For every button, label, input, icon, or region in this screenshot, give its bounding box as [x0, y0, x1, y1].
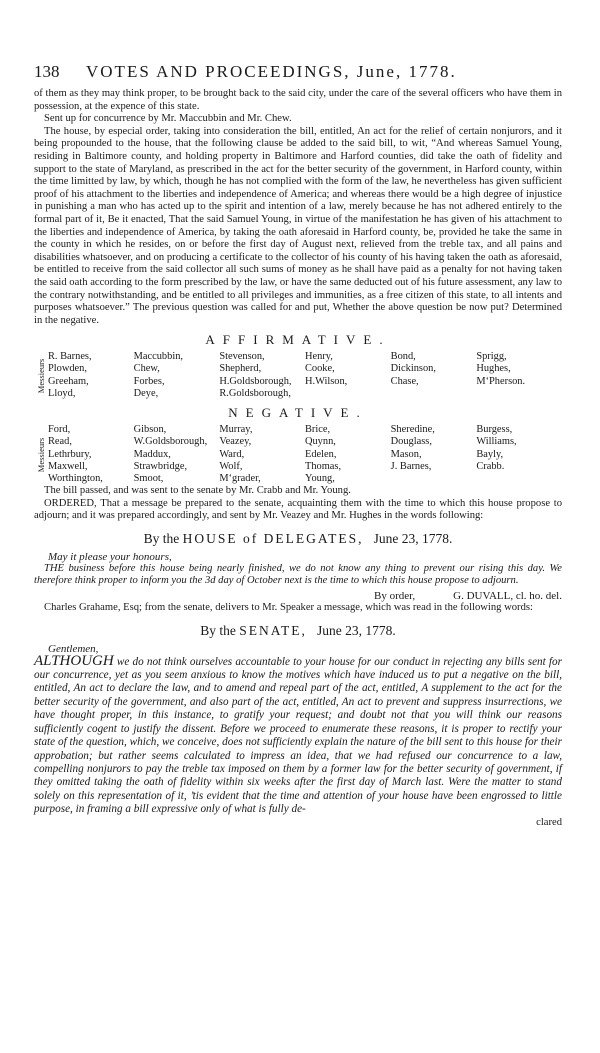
member-name: M‘Pherson.: [476, 375, 526, 387]
name-column: [391, 351, 477, 400]
document-page: [34, 62, 562, 829]
member-name: Sheredine,: [390, 424, 435, 436]
paragraph: Sent up for concurrence by Mr. Maccubbin and Mr. Chew.: [44, 113, 292, 125]
name-column: [48, 351, 134, 400]
member-name: Dickinson,: [390, 363, 436, 375]
name-column: [391, 424, 477, 485]
paragraph: of them as they may think proper, to be brought back to the said city, under the care of the several officers who have them in possession, at the expence of this state.: [34, 88, 562, 112]
drop-cap-word: ALTHOUGH: [34, 652, 114, 669]
member-name: Cooke,: [304, 363, 335, 375]
name-column: [305, 424, 391, 485]
heading-prefix: By the: [143, 530, 180, 546]
member-name: Burgess,: [476, 424, 513, 436]
by-order: By order,: [374, 590, 416, 603]
paragraph: Charles Grahame, Esq; from the senate, delivers to Mr. Speaker a message, which was read in the following words:: [44, 602, 533, 614]
heading-prefix: By the: [200, 622, 236, 638]
member-name: Crabb.: [476, 460, 505, 472]
name-column: [305, 351, 391, 400]
member-name: Lloyd,: [48, 387, 76, 399]
member-name: R.Goldsborough,: [219, 387, 291, 399]
negative-heading: NEGATIVE.: [228, 405, 368, 421]
messieurs-label: Messieurs: [36, 358, 46, 393]
messieurs-label: Messieurs: [36, 437, 46, 472]
member-name: Strawbridge,: [133, 460, 188, 472]
salutation: May it please your honours,: [48, 550, 172, 563]
name-column: [476, 424, 562, 485]
member-name: H.Goldsborough,: [219, 375, 292, 387]
message-text: [34, 652, 562, 817]
heading-senate: SENATE,: [239, 622, 307, 638]
member-name: W.Goldsborough,: [133, 436, 208, 448]
member-name: Murray,: [219, 424, 253, 436]
member-name: Stevenson,: [219, 351, 265, 363]
name-column: [476, 351, 562, 400]
member-name: Sprigg,: [476, 351, 507, 363]
paragraph: The bill passed, and was sent to the senate by Mr. Crabb and Mr. Young.: [44, 485, 351, 497]
member-name: Deye,: [133, 387, 159, 399]
member-name: Forbes,: [133, 375, 165, 387]
member-name: R. Barnes,: [48, 351, 92, 363]
member-name: Ward,: [219, 448, 245, 460]
member-name: Bayly,: [476, 448, 504, 460]
member-name: Young,: [304, 472, 335, 484]
member-name: Mason,: [390, 448, 422, 460]
member-name: Douglass,: [390, 436, 432, 448]
affirmative-list: [34, 351, 562, 400]
message-body: we do not think ourselves accountable to your house for our conduct in rejecting any bills sent for our concurrence, yet as you seem anxious to know the motives which have induced us to put a negative on the bill, entitled, An act to declare the law, and to amend and repeal part of the act, entitled, A supplement to the act for the better security of the government, and also part of the act, entitled, An act to prevent and suppress insurrections, we have thought proper, in this instance, to gratify your request; and doubt not that you will think our reasons sufficiently cogent to justify the dissent. Before we proceed to enumerate these reasons, it is proper to rectify your state of the question, which, we conceive, does not sufficiently explain the nature of the bill sent to this house for their approbation; but rather seems calculated to impress an idea, that we had refused our concurrence to a law, compelling nonjurors to pay the treble tax imposed on them by a former law for the better security of government, if they omitted taking the oath of fidelity within six weeks after the first day of March last. Were the matter to stand solely on this representation of it, ’tis evident that the time and attention of your house have been engrossed to little purpose, in framing a bill expressive only of what is fully de-: [34, 655, 562, 816]
member-name: Edelen,: [304, 448, 337, 460]
member-name: Maxwell,: [48, 460, 88, 472]
heading-house: HOUSE of DELEGATES,: [182, 530, 364, 546]
member-name: Hughes,: [476, 363, 511, 375]
catchword: clared: [536, 816, 562, 828]
member-name: Maccubbin,: [133, 351, 183, 363]
member-name: Plowden,: [48, 363, 87, 375]
member-name: Chew,: [133, 363, 160, 375]
member-name: Wolf,: [219, 460, 243, 472]
member-name: M‘grader,: [219, 472, 261, 484]
member-name: Worthington,: [48, 472, 103, 484]
member-name: Veazey,: [219, 436, 252, 448]
member-name: Read,: [48, 436, 72, 448]
running-title: VOTES AND PROCEEDINGS, June, 1778.: [86, 62, 457, 81]
member-name: Thomas,: [304, 460, 342, 472]
member-name: Gibson,: [133, 424, 167, 436]
affirmative-heading: AFFIRMATIVE.: [205, 332, 391, 348]
paragraph: ORDERED, That a message be prepared to the senate, acquainting them with the time to which this house propose to adjourn; and it was prepared accordingly, and sent by Mr. Veazey and Mr. Hughes in the words following:: [34, 497, 562, 522]
page-header: [34, 62, 562, 88]
paragraph: The house, by especial order, taking into consideration the bill, entitled, An act for the relief of certain nonjurors, and it being propounded to the house, that the following clause be added to the said bill, to wit, “And whereas Samuel Young, residing in Baltimore county, and holding property in Baltimore and Harford counties, did take the oath of fidelity and support to the state of Maryland, as prescribed in the act for the better security of the government, in Harford county, within the time limitted by law, by which, though he has not complied with the form of the law, he nevertheless has given sufficient proof of his attachment to the liberties and independence of America; and whereas there would be a high degree of injustice in punishing a man who has acted up to the spirit and intention of a law, merely because he has not adhered entirely to the formal part of it, Be it enacted, That the said Samuel Young, in virtue of the manifestation he has given of his attachment to the liberties and independence of America, by taking the oath aforesaid in Harford county, be, provided he take the same in the county in which he resides, on or before the first day of August next, relieved from the treble tax, and all pains and disabilities whatsoever, and on producing a certificate to the collector of his county of his having taken the oath as aforesaid, be entitled to receive from the said collector all such sums of money as he shall have paid as a penalty for not having taken the said oath according to the form prescribed by the law, or have the same deducted out of his future assessment, any law to the contrary notwithstanding, and be entitled to all privileges and immunities, as a free citizen of this state, to all intents and purposes whatsoever.” The previous question was called for and put, Whether the above question be now put? Determined in the negative.: [34, 125, 562, 326]
member-name: Lethrbury,: [48, 448, 92, 460]
negative-list: [34, 424, 562, 485]
message-text: THE business before this house being nearly finished, we do not know any thing to prevent our rising this day. We therefore think proper to inform you the 3d day of October next is the time to which this house propose to adjourn.: [34, 562, 562, 587]
heading-date: June 23, 1778.: [317, 622, 396, 638]
senate-message-heading: [34, 623, 562, 639]
member-name: Williams,: [476, 436, 517, 448]
heading-date: June 23, 1778.: [373, 530, 453, 546]
member-name: J. Barnes,: [390, 460, 432, 472]
member-name: Brice,: [304, 424, 331, 436]
member-name: Ford,: [48, 424, 71, 436]
clerk-signature: G. DUVALL, cl. ho. del.: [453, 590, 562, 603]
name-column: [134, 351, 220, 400]
member-name: Shepherd,: [219, 363, 262, 375]
name-column: [219, 351, 305, 400]
member-name: Quynn,: [304, 436, 336, 448]
member-name: H.Wilson,: [304, 375, 348, 387]
salutation: Gentlemen,: [48, 642, 99, 655]
member-name: Greeham,: [48, 375, 89, 387]
member-name: Maddux,: [133, 448, 171, 460]
signature-line: [34, 590, 562, 602]
member-name: Bond,: [390, 351, 416, 363]
name-column: [134, 424, 220, 485]
name-column: [48, 424, 134, 485]
member-name: Henry,: [304, 351, 333, 363]
delegates-message-heading: [34, 531, 562, 547]
member-name: Chase,: [390, 375, 419, 387]
member-name: Smoot,: [133, 472, 164, 484]
page-number: 138: [34, 62, 60, 81]
name-column: [219, 424, 305, 485]
